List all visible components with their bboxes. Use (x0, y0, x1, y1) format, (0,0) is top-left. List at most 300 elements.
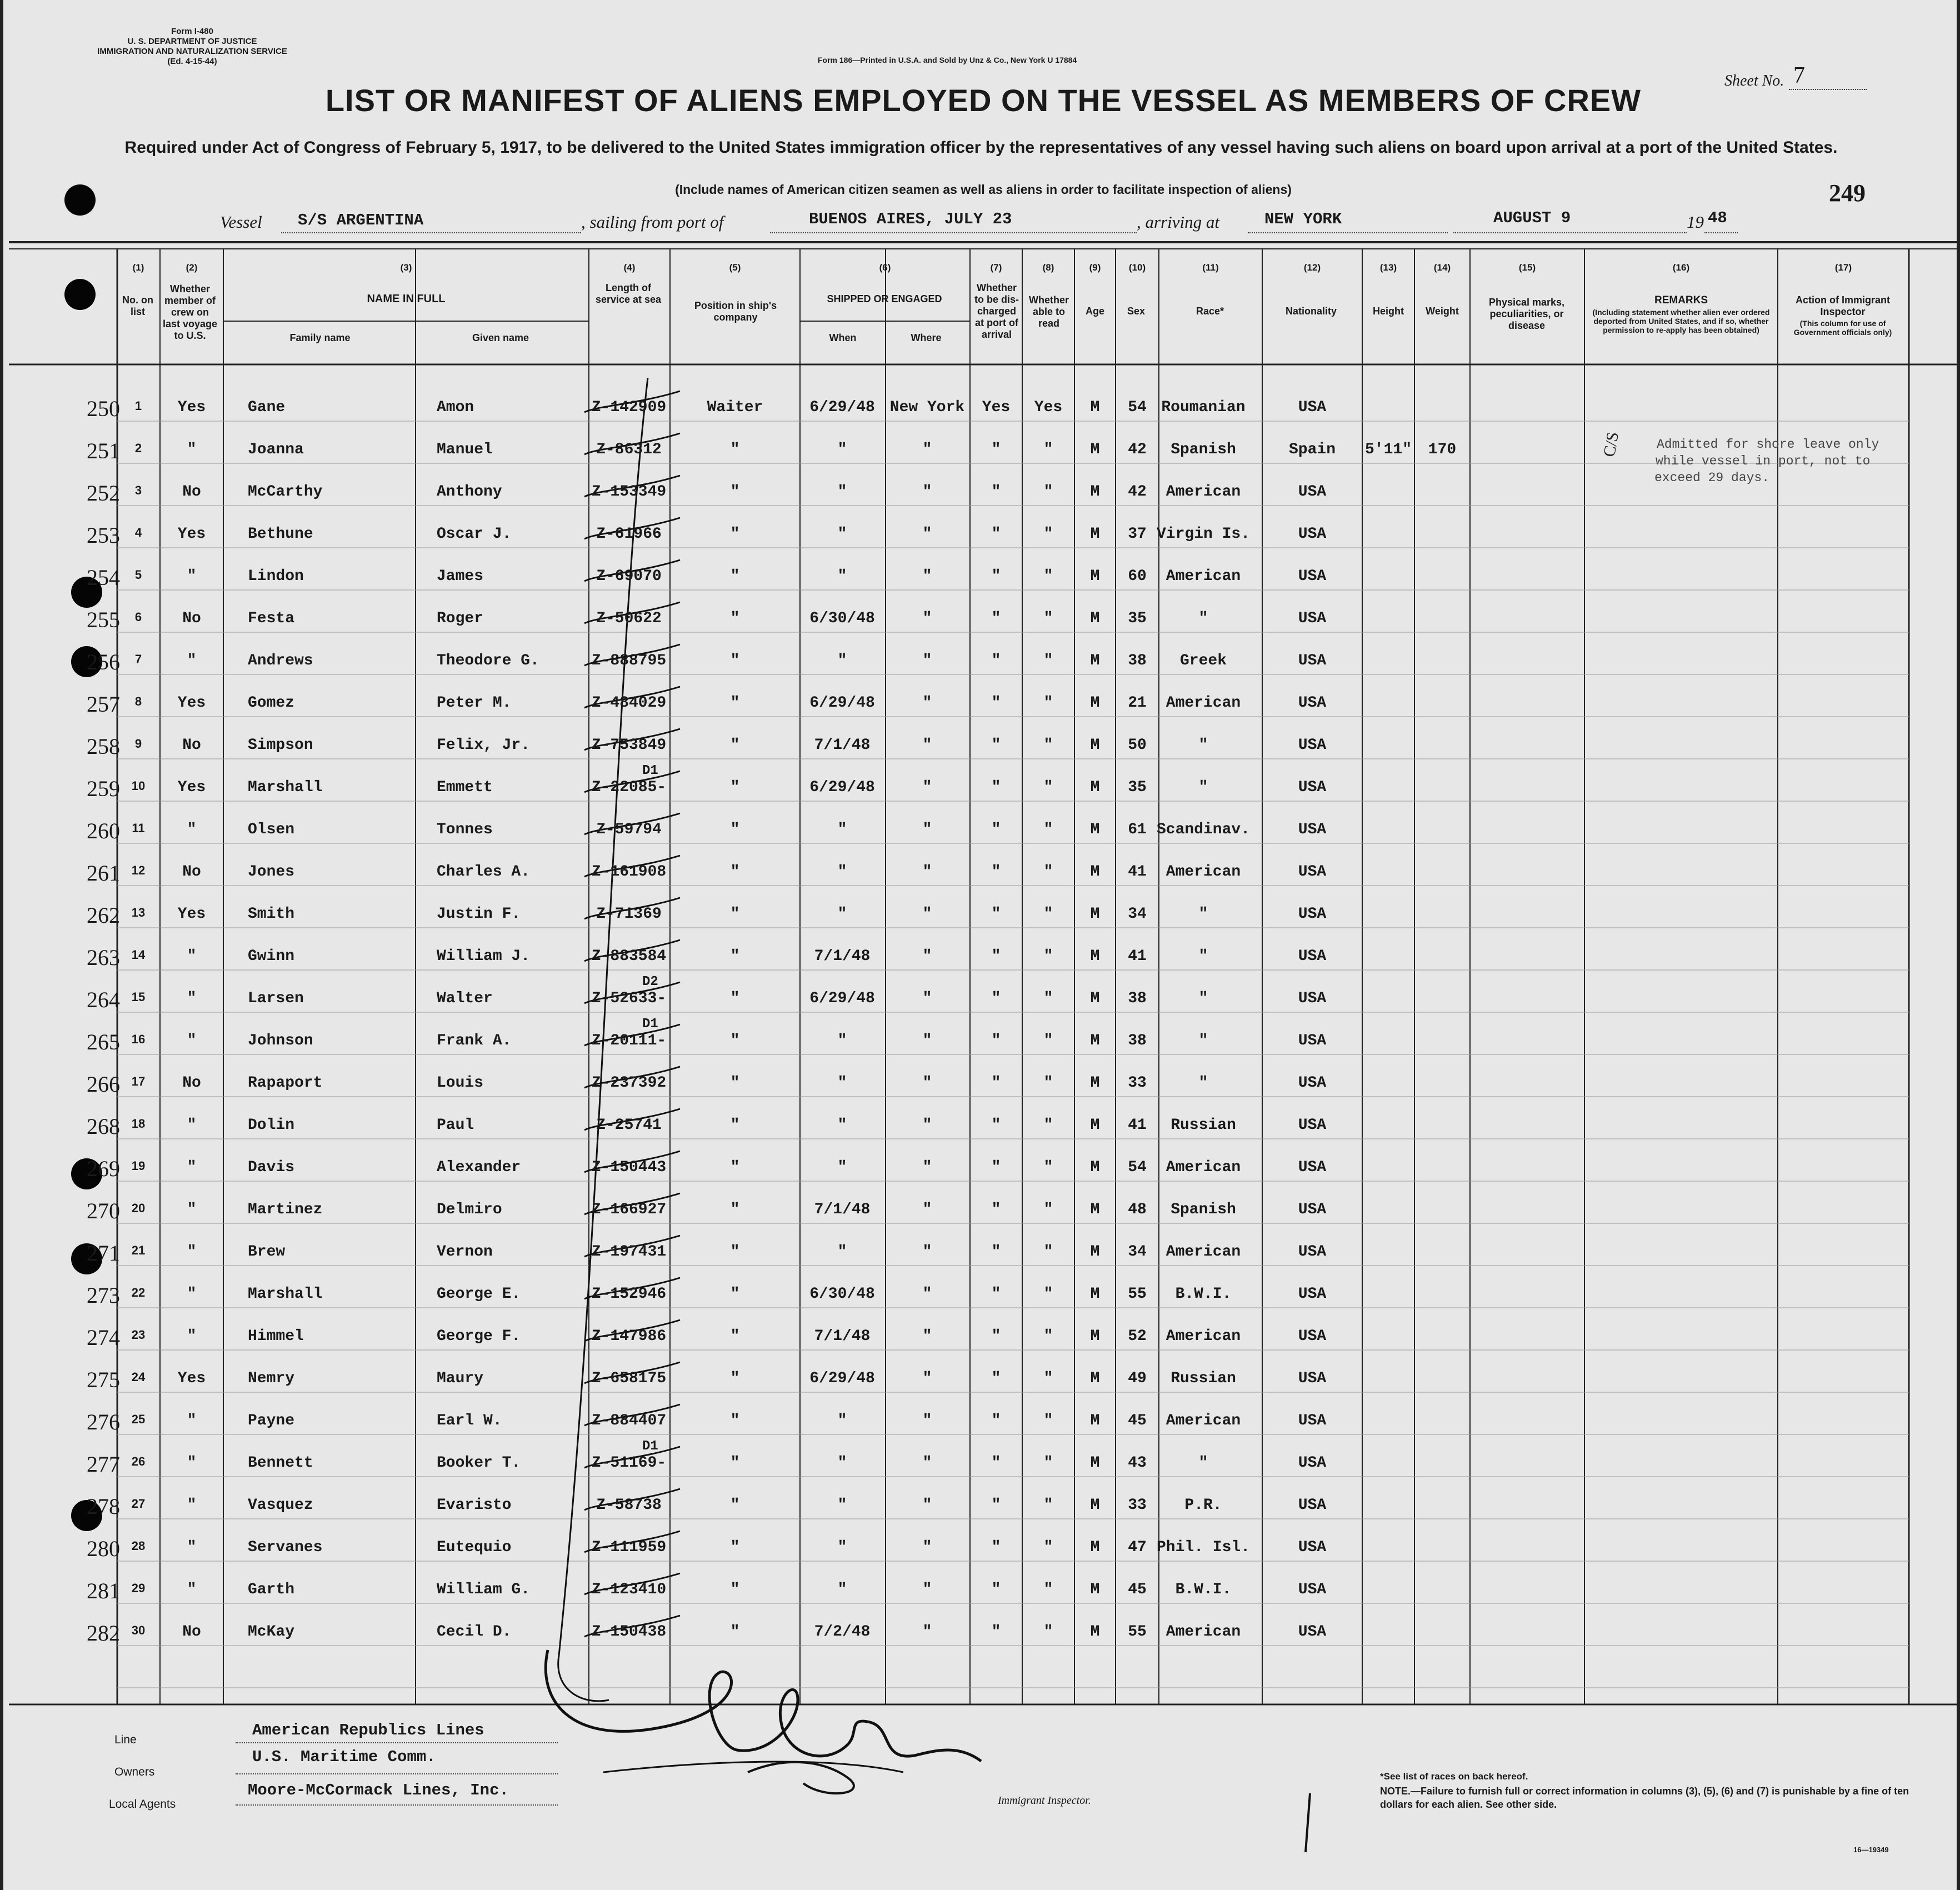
column-number: (14) (1433, 262, 1451, 273)
column-number: (1) (132, 262, 144, 273)
shipped-where: " (922, 1032, 932, 1049)
remarks-line-3: exceed 29 days. (1654, 471, 1770, 485)
col-header-physical-marks: Physical marks, peculiarities, or disease (1488, 297, 1565, 331)
agents-value: Moore-McCormack Lines, Inc. (248, 1781, 509, 1799)
last-voyage-value: Yes (177, 1370, 206, 1387)
printer-note: Form 186—Printed in U.S.A. and Sold by Unz & Co., New York U 17884 (818, 56, 1077, 64)
discharged-value: " (991, 1581, 1001, 1598)
list-number: 259 (87, 776, 120, 801)
last-voyage-value: No (182, 737, 201, 754)
given-name: Roger (437, 610, 484, 627)
shipped-when: 6/29/48 (809, 399, 875, 416)
position-value: " (730, 1243, 740, 1261)
list-number: 269 (87, 1156, 120, 1181)
shipped-where: " (922, 1623, 932, 1641)
shipped-where: " (922, 737, 932, 754)
family-name: Jones (248, 863, 295, 881)
given-name: Frank A. (437, 1032, 512, 1049)
service-number: Z-71369 (596, 906, 662, 923)
col-header-shipped: SHIPPED OR ENGAGED (827, 293, 942, 304)
handwritten-mark (1298, 1790, 1320, 1857)
line-value: American Republics Lines (252, 1721, 484, 1739)
read-value: " (1043, 483, 1053, 501)
family-name: Davis (248, 1159, 295, 1176)
discharged-value: " (991, 779, 1001, 796)
shipped-where: " (922, 652, 932, 669)
col-header-action: Action of Immigrant Inspector (1796, 294, 1890, 317)
position-value: " (730, 526, 740, 543)
nationality-value: USA (1298, 779, 1327, 796)
form-code: 16—19349 (1853, 1846, 1889, 1854)
column-number: (9) (1089, 262, 1101, 273)
shipped-when: 7/1/48 (814, 1201, 871, 1218)
arriving-port: NEW YORK (1264, 210, 1342, 228)
shipped-when: " (837, 1117, 847, 1134)
last-voyage-value: Yes (177, 399, 206, 416)
weight-value: 170 (1428, 441, 1457, 458)
race-value: American (1166, 1243, 1241, 1261)
col-header-where: Where (911, 332, 942, 343)
position-value: " (730, 1412, 740, 1429)
service-number: Z-753849 (591, 737, 667, 754)
col-header-weight: Weight (1426, 306, 1459, 317)
vessel-name: S/S ARGENTINA (298, 211, 424, 229)
race-value: " (1198, 906, 1208, 923)
row-number: 9 (134, 737, 142, 751)
row-number: 5 (134, 568, 142, 582)
read-value: " (1043, 990, 1053, 1007)
family-name: Johnson (248, 1032, 313, 1049)
sex-value: M (1090, 863, 1100, 881)
col-header-discharged: Whether to be dis-charged at port of arrival (974, 282, 1019, 340)
given-name: Manuel (437, 441, 493, 458)
last-voyage-value: " (187, 990, 197, 1007)
nationality-value: USA (1298, 1581, 1327, 1598)
read-value: " (1043, 652, 1053, 669)
age-value: 55 (1128, 1623, 1147, 1641)
age-value: 38 (1128, 1032, 1147, 1049)
service-note: D1 (642, 1439, 658, 1454)
last-voyage-value: " (187, 441, 197, 458)
service-number: Z-888795 (591, 652, 667, 669)
shipped-when: 7/2/48 (814, 1623, 871, 1641)
given-name: William G. (437, 1581, 531, 1598)
shipped-where: " (922, 1539, 932, 1556)
col-header-family-name: Family name (289, 332, 351, 343)
row-number: 1 (134, 399, 142, 413)
discharged-value: " (991, 821, 1001, 838)
last-voyage-value: " (187, 1539, 197, 1556)
sex-value: M (1090, 990, 1100, 1007)
column-number: (4) (623, 262, 636, 273)
row-number: 28 (131, 1539, 146, 1553)
nationality-value: USA (1298, 1117, 1327, 1134)
race-value: Phil. Isl. (1156, 1539, 1251, 1556)
race-value: Spanish (1171, 1201, 1236, 1218)
sex-value: M (1090, 483, 1100, 501)
row-number: 19 (131, 1159, 146, 1173)
inspector-signature (537, 1633, 1026, 1800)
nationality-value: USA (1298, 1370, 1327, 1387)
shipped-when: " (837, 1074, 847, 1092)
service-number: Z-147986 (591, 1328, 667, 1345)
row-number: 25 (131, 1412, 146, 1426)
position-value: " (730, 990, 740, 1007)
position-value: " (730, 652, 740, 669)
discharged-value: " (991, 1074, 1001, 1092)
given-name: James (437, 568, 484, 585)
shipped-where: " (922, 1497, 932, 1514)
sex-value: M (1090, 821, 1100, 838)
given-name: Anthony (437, 483, 502, 501)
position-value: " (730, 863, 740, 881)
read-value: " (1043, 441, 1053, 458)
shipped-where: " (922, 1159, 932, 1176)
nationality-value: USA (1298, 1074, 1327, 1092)
shipped-when: 7/1/48 (814, 737, 871, 754)
discharged-value: " (991, 990, 1001, 1007)
given-name: Walter (437, 990, 493, 1007)
nationality-value: USA (1298, 694, 1327, 712)
row-number: 22 (131, 1286, 146, 1299)
inspector-label: Immigrant Inspector. (998, 1794, 1091, 1807)
sex-value: M (1090, 948, 1100, 965)
service-note: D1 (642, 763, 658, 778)
read-value: " (1043, 1286, 1053, 1303)
given-name: Theodore G. (437, 652, 539, 669)
age-value: 38 (1128, 990, 1147, 1007)
sex-value: M (1090, 1243, 1100, 1261)
given-name: Paul (437, 1117, 474, 1134)
read-value: " (1043, 906, 1053, 923)
discharged-value: " (991, 694, 1001, 712)
row-number: 26 (131, 1454, 146, 1468)
age-value: 41 (1128, 948, 1147, 965)
height-value: 5'11" (1364, 441, 1412, 458)
shipped-where: New York (889, 399, 965, 416)
vessel-label: Vessel (220, 212, 262, 232)
shipped-when: 6/30/48 (809, 1286, 875, 1303)
nationality-value: USA (1298, 1623, 1327, 1641)
col-header-when: When (829, 332, 857, 343)
family-name: Brew (248, 1243, 286, 1261)
race-value: American (1166, 483, 1241, 501)
read-value: " (1043, 1117, 1053, 1134)
age-value: 33 (1128, 1074, 1147, 1092)
service-number: Z-166927 (591, 1201, 667, 1218)
last-voyage-value: " (187, 1581, 197, 1598)
shipped-when: " (837, 441, 847, 458)
remarks-line-2: while vessel in port, not to (1656, 454, 1871, 468)
sex-value: M (1090, 906, 1100, 923)
nationality-value: USA (1298, 990, 1327, 1007)
line-label: Line (114, 1733, 137, 1746)
age-value: 47 (1128, 1539, 1147, 1556)
race-value: B.W.I. (1175, 1286, 1232, 1303)
list-number: 270 (87, 1198, 120, 1223)
read-value: Yes (1034, 399, 1063, 416)
family-name: Gane (248, 399, 286, 416)
service-number: Z-152946 (591, 1286, 667, 1303)
list-number: 260 (87, 818, 120, 843)
year-prefix: 19 (1687, 212, 1704, 232)
given-name: Charles A. (437, 863, 531, 881)
shipped-where: " (922, 483, 932, 501)
sex-value: M (1090, 1539, 1100, 1556)
col-header-given-name: Given name (472, 332, 529, 343)
list-number: 261 (87, 861, 120, 886)
position-value: " (730, 610, 740, 627)
last-voyage-value: " (187, 1032, 197, 1049)
shipped-where: " (922, 526, 932, 543)
column-number: (6) (879, 262, 891, 273)
list-number: 258 (87, 734, 120, 759)
sex-value: M (1090, 694, 1100, 712)
family-name: Himmel (248, 1328, 304, 1345)
list-number: 254 (87, 565, 120, 590)
sex-value: M (1090, 1497, 1100, 1514)
given-name: Peter M. (437, 694, 512, 712)
list-number: 280 (87, 1536, 120, 1561)
row-number: 2 (134, 441, 142, 455)
service-number: Z-883584 (591, 948, 667, 965)
age-value: 35 (1128, 779, 1147, 796)
shipped-where: " (922, 610, 932, 627)
race-value: Virgin Is. (1156, 526, 1251, 543)
shipped-where: " (922, 1454, 932, 1472)
list-number: 274 (87, 1325, 120, 1350)
shipped-where: " (922, 1243, 932, 1261)
shipped-when: " (837, 1581, 847, 1598)
discharged-value: " (991, 1539, 1001, 1556)
nationality-value: USA (1298, 1328, 1327, 1345)
agents-label: Local Agents (109, 1798, 176, 1811)
service-number: Z-69070 (596, 568, 662, 585)
shipped-where: " (922, 948, 932, 965)
shipped-when: " (837, 1412, 847, 1429)
race-value: " (1198, 1074, 1208, 1092)
col-header-race: Race* (1196, 306, 1224, 317)
shipped-when: " (837, 1159, 847, 1176)
sex-value: M (1090, 526, 1100, 543)
family-name: Vasquez (248, 1497, 313, 1514)
age-value: 41 (1128, 1117, 1147, 1134)
shipped-when: " (837, 568, 847, 585)
service-number: Z-484029 (591, 694, 667, 712)
position-value: " (730, 441, 740, 458)
last-voyage-value: " (187, 1497, 197, 1514)
service-number: Z-197431 (591, 1243, 667, 1261)
given-name: Amon (437, 399, 474, 416)
list-number: 268 (87, 1114, 120, 1139)
read-value: " (1043, 1581, 1053, 1598)
row-number: 18 (131, 1117, 146, 1131)
shipped-where: " (922, 694, 932, 712)
nationality-value: USA (1298, 1454, 1327, 1472)
family-name: McKay (248, 1623, 295, 1641)
given-name: Emmett (437, 779, 493, 796)
sex-value: M (1090, 1159, 1100, 1176)
service-number: Z-161908 (591, 863, 667, 881)
row-number: 29 (131, 1581, 146, 1595)
shipped-when: 6/29/48 (809, 779, 875, 796)
nationality-value: USA (1298, 1286, 1327, 1303)
col-header-remarks: REMARKS (1654, 294, 1708, 306)
row-number: 10 (131, 779, 146, 793)
age-value: 60 (1128, 568, 1147, 585)
discharged-value: " (991, 1117, 1001, 1134)
race-value: B.W.I. (1175, 1581, 1232, 1598)
discharged-value: " (991, 1286, 1001, 1303)
shipped-when: " (837, 863, 847, 881)
list-number: 252 (87, 481, 120, 506)
family-name: Olsen (248, 821, 295, 838)
age-value: 54 (1128, 1159, 1147, 1176)
column-number: (10) (1128, 262, 1146, 273)
service-number: Z-50622 (596, 610, 662, 627)
read-value: " (1043, 1370, 1053, 1387)
race-value: American (1166, 1328, 1241, 1345)
race-value: Roumanian (1161, 399, 1246, 416)
col-header-age: Age (1085, 306, 1104, 317)
list-number: 271 (87, 1241, 120, 1266)
shipped-when: 6/29/48 (809, 990, 875, 1007)
nationality-value: USA (1298, 526, 1327, 543)
family-name: Lindon (248, 568, 304, 585)
family-name: Bethune (248, 526, 313, 543)
discharged-value: " (991, 737, 1001, 754)
shipped-when: 7/1/48 (814, 948, 871, 965)
family-name: McCarthy (248, 483, 323, 501)
shipped-where: " (922, 1286, 932, 1303)
last-voyage-value: Yes (177, 694, 206, 712)
sex-value: M (1090, 1623, 1100, 1641)
age-value: 41 (1128, 863, 1147, 881)
discharged-value: " (991, 652, 1001, 669)
discharged-value: " (991, 1243, 1001, 1261)
agents-value-line (236, 1804, 558, 1806)
service-number: Z-20111- (591, 1032, 667, 1049)
family-name: Garth (248, 1581, 295, 1598)
service-number: Z-150443 (591, 1159, 667, 1176)
shipped-when: " (837, 906, 847, 923)
position-value: " (730, 1159, 740, 1176)
service-number: Z-153349 (591, 483, 667, 501)
nationality-value: USA (1298, 737, 1327, 754)
column-number: (13) (1379, 262, 1397, 273)
discharged-value: " (991, 568, 1001, 585)
list-number: 263 (87, 945, 120, 970)
nationality-value: USA (1298, 1539, 1327, 1556)
family-name: Joanna (248, 441, 304, 458)
department-name: U. S. DEPARTMENT OF JUSTICE (127, 37, 257, 46)
discharged-value: " (991, 1497, 1001, 1514)
nationality-value: USA (1298, 1032, 1327, 1049)
age-value: 43 (1128, 1454, 1147, 1472)
sheet-number-label: Sheet No. (1724, 72, 1784, 89)
age-value: 54 (1128, 399, 1147, 416)
nationality-value: USA (1298, 1412, 1327, 1429)
service-number: Z-22085- (591, 779, 667, 796)
shipped-where: " (922, 568, 932, 585)
nationality-value: USA (1298, 1201, 1327, 1218)
shipped-where: " (922, 1117, 932, 1134)
list-number: 273 (87, 1283, 120, 1308)
nationality-value: USA (1298, 610, 1327, 627)
form-edition: (Ed. 4-15-44) (167, 57, 217, 66)
discharged-value: " (991, 1370, 1001, 1387)
owners-value-line (236, 1773, 558, 1774)
column-number: (17) (1834, 262, 1852, 273)
given-name: George E. (437, 1286, 521, 1303)
last-voyage-value: " (187, 1159, 197, 1176)
read-value: " (1043, 1539, 1053, 1556)
last-voyage-value: " (187, 1117, 197, 1134)
races-note: *See list of races on back hereof. (1380, 1771, 1528, 1782)
age-value: 42 (1128, 483, 1147, 501)
shipped-when: 6/29/48 (809, 1370, 875, 1387)
row-number: 8 (134, 694, 142, 708)
given-name: Cecil D. (437, 1623, 512, 1641)
shipped-where: " (922, 1581, 932, 1598)
row-number: 14 (131, 948, 146, 962)
discharged-value: " (991, 483, 1001, 501)
family-name: Rapaport (248, 1074, 323, 1092)
remarks-mark: C/S (1599, 430, 1623, 458)
row-number: 30 (131, 1623, 146, 1637)
age-value: 34 (1128, 906, 1147, 923)
column-number: (5) (729, 262, 741, 273)
nationality-value: USA (1298, 568, 1327, 585)
position-value: " (730, 779, 740, 796)
position-value: " (730, 1497, 740, 1514)
row-number: 21 (131, 1243, 146, 1257)
service-number: Z-884407 (591, 1412, 667, 1429)
last-voyage-value: Yes (177, 906, 206, 923)
last-voyage-value: " (187, 652, 197, 669)
col-header-service: Length of service at sea (595, 282, 662, 305)
nationality-value: USA (1298, 1159, 1327, 1176)
shipped-when: " (837, 1032, 847, 1049)
family-name: Payne (248, 1412, 295, 1429)
read-value: " (1043, 568, 1053, 585)
read-value: " (1043, 821, 1053, 838)
age-value: 35 (1128, 610, 1147, 627)
shipped-when: " (837, 1454, 847, 1472)
service-number: Z-150438 (591, 1623, 667, 1641)
family-name: Martinez (248, 1201, 323, 1218)
read-value: " (1043, 526, 1053, 543)
row-number: 17 (131, 1074, 146, 1088)
sex-value: M (1090, 1201, 1100, 1218)
service-note: D2 (642, 974, 658, 989)
age-value: 45 (1128, 1412, 1147, 1429)
read-value: " (1043, 1159, 1053, 1176)
age-value: 55 (1128, 1286, 1147, 1303)
col-header-read: Whether able to read (1029, 294, 1069, 329)
sex-value: M (1090, 1328, 1100, 1345)
year-suffix: 48 (1708, 209, 1727, 227)
family-name: Larsen (248, 990, 304, 1007)
sex-value: M (1090, 568, 1100, 585)
shipped-where: " (922, 1370, 932, 1387)
column-number: (15) (1518, 262, 1536, 273)
position-value: " (730, 694, 740, 712)
position-value: " (730, 948, 740, 965)
age-value: 38 (1128, 652, 1147, 669)
include-note: (Include names of American citizen seamen as well as aliens in order to facilitate inspection of aliens) (675, 182, 1292, 197)
last-voyage-value: Yes (177, 526, 206, 543)
